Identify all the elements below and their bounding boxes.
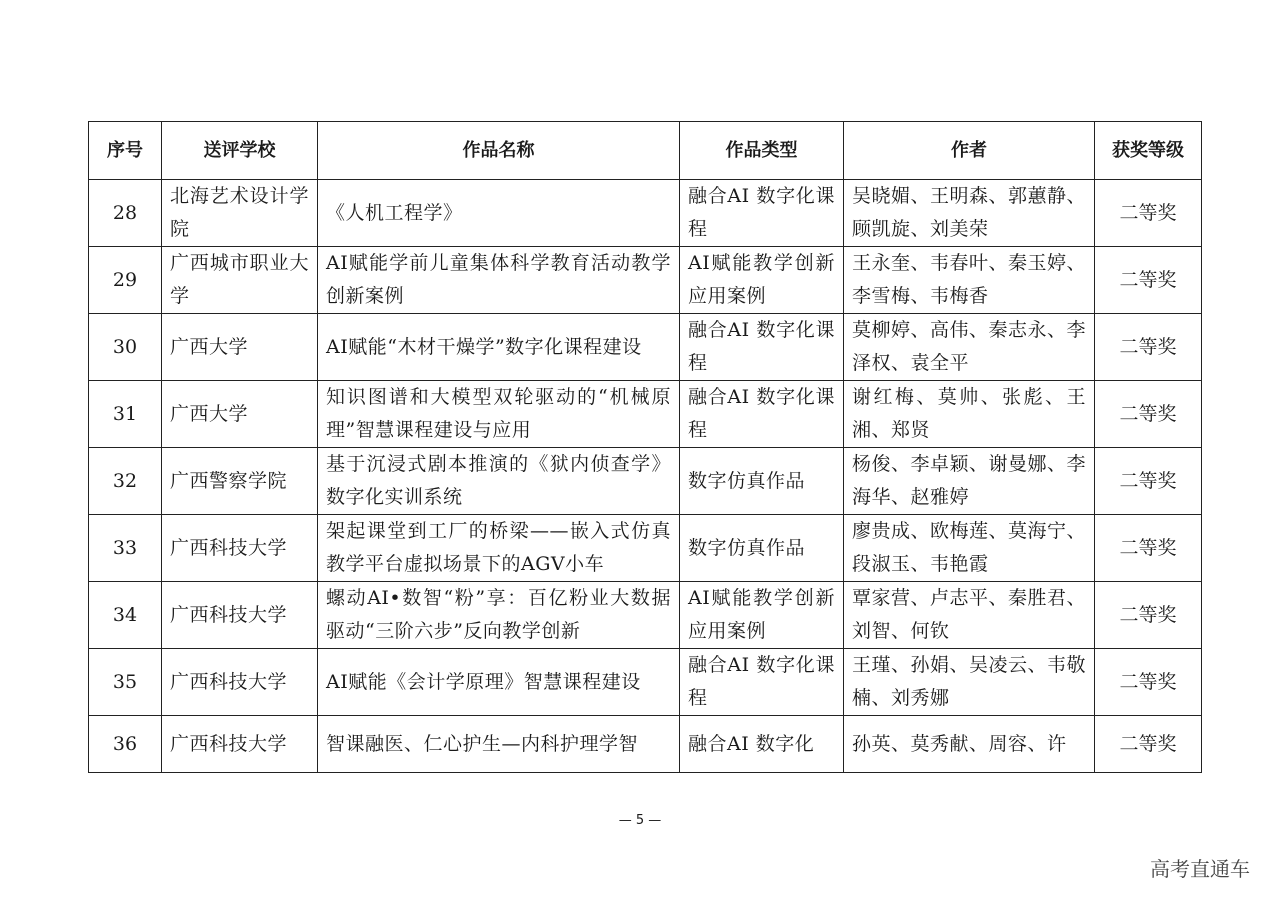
cell-type: AI赋能教学创新应用案例 <box>680 582 844 649</box>
table-header-row <box>89 122 1202 180</box>
cell-school: 广西科技大学 <box>162 716 318 773</box>
cell-authors: 覃家营、卢志平、秦胜君、刘智、何钦 <box>844 582 1095 649</box>
cell-authors: 莫柳婷、高伟、秦志永、李泽权、袁全平 <box>844 314 1095 381</box>
cell-num: 35 <box>89 649 162 716</box>
cell-title: 架起课堂到工厂的桥梁——嵌入式仿真教学平台虚拟场景下的AGV小车 <box>318 515 680 582</box>
cell-title: 知识图谱和大模型双轮驱动的“机械原理”智慧课程建设与应用 <box>318 381 680 448</box>
cell-school: 广西大学 <box>162 314 318 381</box>
cell-num: 29 <box>89 247 162 314</box>
cell-type: AI赋能教学创新应用案例 <box>680 247 844 314</box>
header-authors: 作者 <box>844 122 1095 180</box>
cell-authors: 王瑾、孙娟、吴凌云、韦敬楠、刘秀娜 <box>844 649 1095 716</box>
cell-award: 二等奖 <box>1095 180 1202 247</box>
table-row <box>89 180 1202 247</box>
table-row <box>89 582 1202 649</box>
header-title: 作品名称 <box>318 122 680 180</box>
cell-authors: 廖贵成、欧梅莲、莫海宁、段淑玉、韦艳霞 <box>844 515 1095 582</box>
cell-title: 《人机工程学》 <box>318 180 680 247</box>
cell-title: 基于沉浸式剧本推演的《狱内侦查学》数字化实训系统 <box>318 448 680 515</box>
cell-num: 32 <box>89 448 162 515</box>
cell-authors: 王永奎、韦春叶、秦玉婷、李雪梅、韦梅香 <box>844 247 1095 314</box>
table-row <box>89 649 1202 716</box>
cell-title: 螺动AI•数智“粉”享：百亿粉业大数据驱动“三阶六步”反向教学创新 <box>318 582 680 649</box>
cell-title: AI赋能学前儿童集体科学教育活动教学创新案例 <box>318 247 680 314</box>
cell-num: 30 <box>89 314 162 381</box>
cell-num: 36 <box>89 716 162 773</box>
cell-type: 融合AI 数字化课程 <box>680 649 844 716</box>
cell-type: 融合AI 数字化课程 <box>680 381 844 448</box>
cell-award: 二等奖 <box>1095 448 1202 515</box>
table-row <box>89 448 1202 515</box>
cell-type: 融合AI 数字化课程 <box>680 314 844 381</box>
cell-award: 二等奖 <box>1095 381 1202 448</box>
header-school: 送评学校 <box>162 122 318 180</box>
cell-school: 广西科技大学 <box>162 515 318 582</box>
cell-authors: 杨俊、李卓颖、谢曼娜、李海华、赵雅婷 <box>844 448 1095 515</box>
cell-award: 二等奖 <box>1095 716 1202 773</box>
cell-school: 广西科技大学 <box>162 649 318 716</box>
cell-type: 数字仿真作品 <box>680 515 844 582</box>
table-row <box>89 247 1202 314</box>
cell-type: 数字仿真作品 <box>680 448 844 515</box>
cell-school: 广西城市职业大学 <box>162 247 318 314</box>
cell-award: 二等奖 <box>1095 582 1202 649</box>
watermark-text: 高考直通车 <box>1150 857 1250 881</box>
table-row <box>89 314 1202 381</box>
header-type: 作品类型 <box>680 122 844 180</box>
table-row <box>89 515 1202 582</box>
cell-authors: 谢红梅、莫帅、张彪、王湘、郑贤 <box>844 381 1095 448</box>
cell-school: 北海艺术设计学院 <box>162 180 318 247</box>
cell-school: 广西大学 <box>162 381 318 448</box>
table-row <box>89 381 1202 448</box>
cell-title: AI赋能“木材干燥学”数字化课程建设 <box>318 314 680 381</box>
awards-table <box>88 121 1202 773</box>
cell-school: 广西警察学院 <box>162 448 318 515</box>
cell-title: AI赋能《会计学原理》智慧课程建设 <box>318 649 680 716</box>
cell-num: 31 <box>89 381 162 448</box>
cell-award: 二等奖 <box>1095 247 1202 314</box>
cell-title: 智课融医、仁心护生—内科护理学智 <box>318 716 680 773</box>
cell-num: 34 <box>89 582 162 649</box>
page-number: — 5 — <box>618 813 662 828</box>
cell-num: 28 <box>89 180 162 247</box>
cell-school: 广西科技大学 <box>162 582 318 649</box>
header-award: 获奖等级 <box>1095 122 1202 180</box>
cell-num: 33 <box>89 515 162 582</box>
header-num: 序号 <box>89 122 162 180</box>
cell-authors: 吴晓媚、王明森、郭蕙静、顾凯旋、刘美荣 <box>844 180 1095 247</box>
table-row <box>89 716 1202 773</box>
cell-authors: 孙英、莫秀献、周容、许 <box>844 716 1095 773</box>
cell-type: 融合AI 数字化课程 <box>680 180 844 247</box>
cell-type: 融合AI 数字化 <box>680 716 844 773</box>
cell-award: 二等奖 <box>1095 649 1202 716</box>
cell-award: 二等奖 <box>1095 515 1202 582</box>
cell-award: 二等奖 <box>1095 314 1202 381</box>
